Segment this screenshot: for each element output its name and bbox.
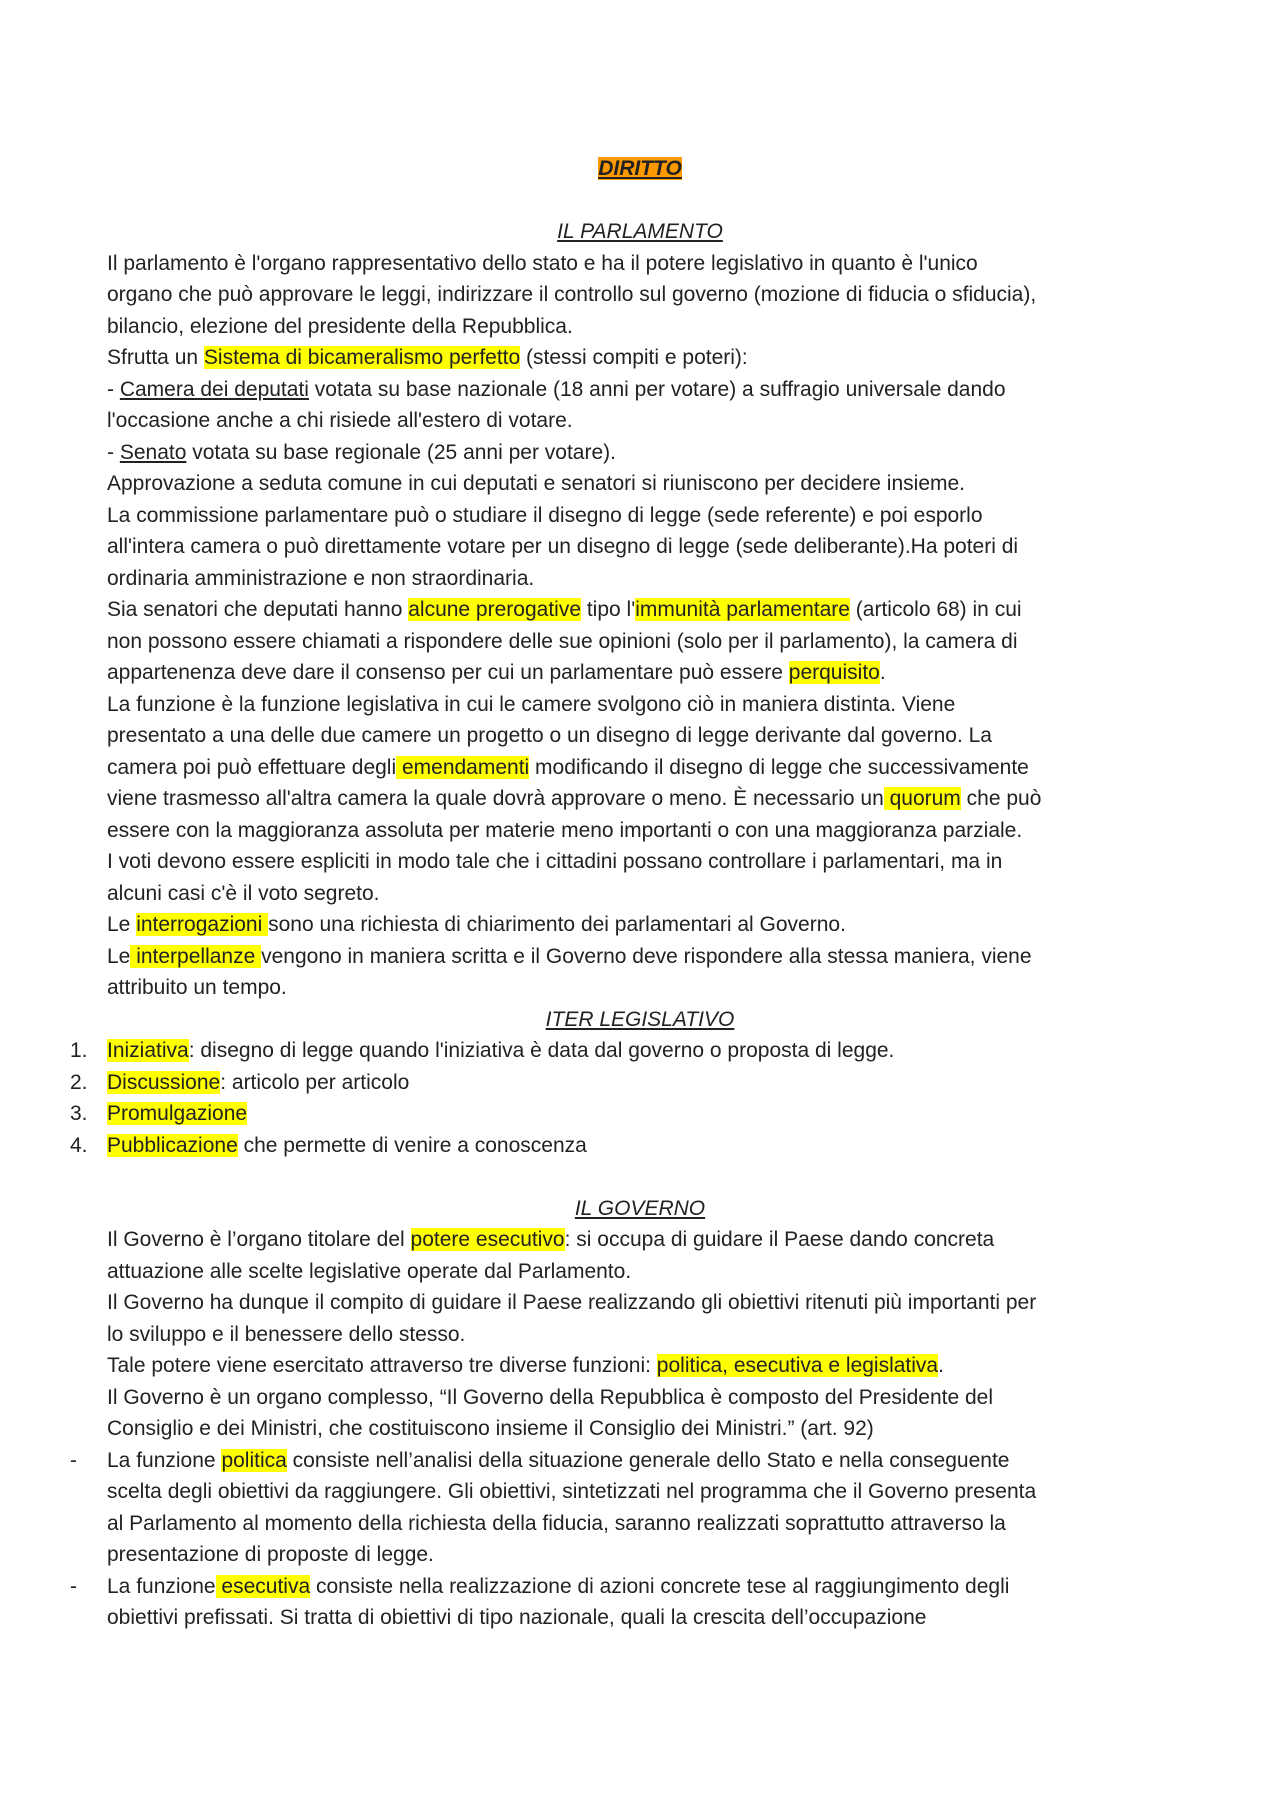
text-span: - <box>107 377 120 401</box>
highlighted-text: politica, esecutiva e legislativa <box>656 1354 939 1377</box>
highlighted-text: Pubblicazione <box>107 1133 238 1157</box>
text-line <box>0 720 1280 752</box>
text-span: viene trasmesso all'altra camera la quale dovrà approvare o meno. È necessario un <box>107 787 884 810</box>
text-line <box>0 752 1280 784</box>
text-span: all'intera camera o può direttamente votare per un disegno di legge (sede deliberante).Ha poteri di <box>107 535 1019 558</box>
text-span: (articolo 68) in cui <box>849 598 1022 621</box>
text-line <box>0 1067 1280 1099</box>
underlined-text: Camera dei deputati <box>119 377 309 401</box>
text-line <box>0 972 1280 1004</box>
document-title <box>0 153 1280 185</box>
list-number: 1. <box>70 1039 88 1062</box>
highlighted-text: politica <box>221 1448 287 1472</box>
heading-text: IL GOVERNO <box>574 1196 706 1220</box>
text-span: I voti devono essere espliciti in modo tale che i cittadini possano controllare i parlamentari, ma in <box>107 850 1003 873</box>
text-span: presentazione di proposte di legge. <box>107 1543 434 1566</box>
text-span: presentato a una delle due camere un progetto o un disegno di legge derivante dal governo. La <box>107 724 992 747</box>
text-span: consiste nella realizzazione di azioni concrete tese al raggiungimento degli <box>310 1574 1010 1598</box>
text-line <box>0 1571 1280 1603</box>
text-line <box>0 689 1280 721</box>
text-span: Il Governo è un organo complesso, “Il Governo della Repubblica è composto del Presidente del <box>107 1385 994 1409</box>
text-line <box>0 594 1280 626</box>
text-span: Sia senatori che deputati hanno <box>107 598 409 621</box>
text-span: votata su base regionale (25 anni per votare). <box>186 440 616 464</box>
text-line <box>0 1256 1280 1288</box>
text-span: alcuni casi c'è il voto segreto. <box>107 881 380 905</box>
text-line <box>0 1539 1280 1571</box>
text-span: Le <box>107 944 131 968</box>
title-text: DIRITTO <box>598 157 682 180</box>
text-span: Il parlamento è l'organo rappresentativo dello stato e ha il potere legislativo in quanto è l'unico <box>107 251 978 275</box>
text-span: essere con la maggioranza assoluta per materie meno importanti o con una maggioranza parziale. <box>107 818 1023 842</box>
text-span: vengono in maniera scritta e il Governo deve rispondere alla stessa maniera, viene <box>261 944 1032 968</box>
highlighted-text: potere esecutivo <box>410 1228 565 1251</box>
text-span: sono una richiesta di chiarimento dei parlamentari al Governo. <box>268 913 846 936</box>
text-line <box>0 1476 1280 1508</box>
text-line <box>0 468 1280 500</box>
text-span: La funzione è la funzione legislativa in cui le camere svolgono ciò in maniera distinta. Viene <box>107 692 956 716</box>
text-span: : si occupa di guidare il Paese dando concreta <box>564 1228 995 1251</box>
text-span: Le <box>107 913 137 936</box>
text-span: - <box>107 440 120 464</box>
text-span: l'occasione anche a chi risiede all'estero di votare. <box>107 409 573 432</box>
text-line <box>0 1445 1280 1477</box>
text-span: bilancio, elezione del presidente della Repubblica. <box>107 314 573 338</box>
text-span: . <box>879 661 886 684</box>
bullet-marker: - <box>70 1574 77 1598</box>
text-line <box>0 1413 1280 1445</box>
highlighted-text: emendamenti <box>396 755 530 779</box>
highlighted-text: quorum <box>883 787 961 810</box>
text-line <box>0 1508 1280 1540</box>
text-span: consiste nell’analisi della situazione generale dello Stato e nella conseguente <box>286 1448 1010 1472</box>
text-line <box>0 815 1280 847</box>
text-line <box>0 1287 1280 1319</box>
highlighted-text: Sistema di bicameralismo perfetto <box>203 346 521 369</box>
document-page <box>0 153 1280 1634</box>
text-span: obiettivi prefissati. Si tratta di obiettivi di tipo nazionale, quali la crescita dell’occupazione <box>107 1606 927 1629</box>
section-heading <box>0 1193 1280 1225</box>
highlighted-text: immunità parlamentare <box>635 598 850 621</box>
text-span: La commissione parlamentare può o studiare il disegno di legge (sede referente) e poi esporlo <box>107 503 983 527</box>
text-span: attribuito un tempo. <box>107 976 287 999</box>
text-line <box>0 311 1280 343</box>
list-number: 2. <box>70 1070 88 1094</box>
highlighted-text: Iniziativa <box>107 1039 189 1062</box>
blank-line <box>0 185 1280 217</box>
text-span: Tale potere viene esercitato attraverso tre diverse funzioni: <box>107 1354 657 1377</box>
highlighted-text: alcune prerogative <box>408 598 581 621</box>
text-span: al Parlamento al momento della richiesta della fiducia, saranno realizzati soprattutto attraverso la <box>107 1511 1006 1535</box>
heading-text: ITER LEGISLATIVO <box>545 1007 735 1031</box>
text-line <box>0 909 1280 941</box>
underlined-text: Senato <box>119 440 187 464</box>
text-line <box>0 1602 1280 1634</box>
text-span: scelta degli obiettivi da raggiungere. Gli obiettivi, sintetizzati nel programma che il Governo presenta <box>107 1480 1037 1503</box>
blank-line <box>0 1161 1280 1193</box>
text-span: : articolo per articolo <box>220 1070 410 1094</box>
highlighted-text: Promulgazione <box>107 1102 248 1125</box>
text-line <box>0 878 1280 910</box>
highlighted-text: interpellanze <box>130 944 262 968</box>
text-span: . <box>938 1354 944 1377</box>
highlighted-text: Discussione <box>107 1070 221 1094</box>
text-line <box>0 1224 1280 1256</box>
text-span: Il Governo è l’organo titolare del <box>107 1228 411 1251</box>
text-line <box>0 1098 1280 1130</box>
text-line <box>0 531 1280 563</box>
text-line <box>0 1035 1280 1067</box>
list-number: 4. <box>70 1133 88 1157</box>
text-line <box>0 783 1280 815</box>
text-line <box>0 1130 1280 1162</box>
highlighted-text: perquisito <box>788 661 880 684</box>
highlighted-text: esecutiva <box>215 1574 311 1598</box>
text-line <box>0 1382 1280 1414</box>
text-line <box>0 374 1280 406</box>
text-span: che permette di venire a conoscenza <box>237 1133 587 1157</box>
text-span: tipo l' <box>581 598 636 621</box>
text-line <box>0 342 1280 374</box>
text-span: appartenenza deve dare il consenso per cui un parlamentare può essere <box>107 661 789 684</box>
text-line <box>0 405 1280 437</box>
text-line <box>0 563 1280 595</box>
text-span: lo sviluppo e il benessere dello stesso. <box>107 1322 466 1346</box>
text-span: : disegno di legge quando l'iniziativa è data dal governo o proposta di legge. <box>188 1039 895 1062</box>
text-span: Consiglio e dei Ministri, che costituiscono insieme il Consiglio dei Ministri.” (art. 92) <box>107 1417 874 1440</box>
bullet-marker: - <box>70 1448 77 1472</box>
text-span: che può <box>960 787 1042 810</box>
text-line <box>0 1319 1280 1351</box>
text-span: organo che può approvare le leggi, indirizzare il controllo sul governo (mozione di fiducia o sfiducia), <box>107 283 1037 306</box>
heading-text: IL PARLAMENTO <box>557 220 723 243</box>
text-span: ordinaria amministrazione e non straordinaria. <box>107 566 535 590</box>
text-line <box>0 437 1280 469</box>
text-line <box>0 248 1280 280</box>
text-span: Sfrutta un <box>107 346 204 369</box>
section-heading <box>0 1004 1280 1036</box>
text-line <box>0 941 1280 973</box>
text-span: non possono essere chiamati a rispondere delle sue opinioni (solo per il parlamento), la camera di <box>107 629 1018 653</box>
text-line <box>0 500 1280 532</box>
text-span: (stessi compiti e poteri): <box>520 346 748 369</box>
list-number: 3. <box>70 1102 88 1125</box>
text-span: attuazione alle scelte legislative operate dal Parlamento. <box>107 1259 632 1283</box>
text-span: La funzione <box>107 1574 216 1598</box>
text-line <box>0 626 1280 658</box>
text-span: Il Governo ha dunque il compito di guidare il Paese realizzando gli obiettivi ritenuti più importanti per <box>107 1291 1037 1314</box>
text-span: camera poi può effettuare degli <box>107 755 397 779</box>
text-line <box>0 846 1280 878</box>
highlighted-text: interrogazioni <box>136 913 269 936</box>
text-span: La funzione <box>107 1448 222 1472</box>
text-line <box>0 1350 1280 1382</box>
section-heading <box>0 216 1280 248</box>
text-span: votata su base nazionale (18 anni per votare) a suffragio universale dando <box>308 377 1006 401</box>
text-span: Approvazione a seduta comune in cui deputati e senatori si riuniscono per decidere insieme. <box>107 472 966 495</box>
text-span: modificando il disegno di legge che successivamente <box>529 755 1029 779</box>
text-line <box>0 279 1280 311</box>
text-line <box>0 657 1280 689</box>
